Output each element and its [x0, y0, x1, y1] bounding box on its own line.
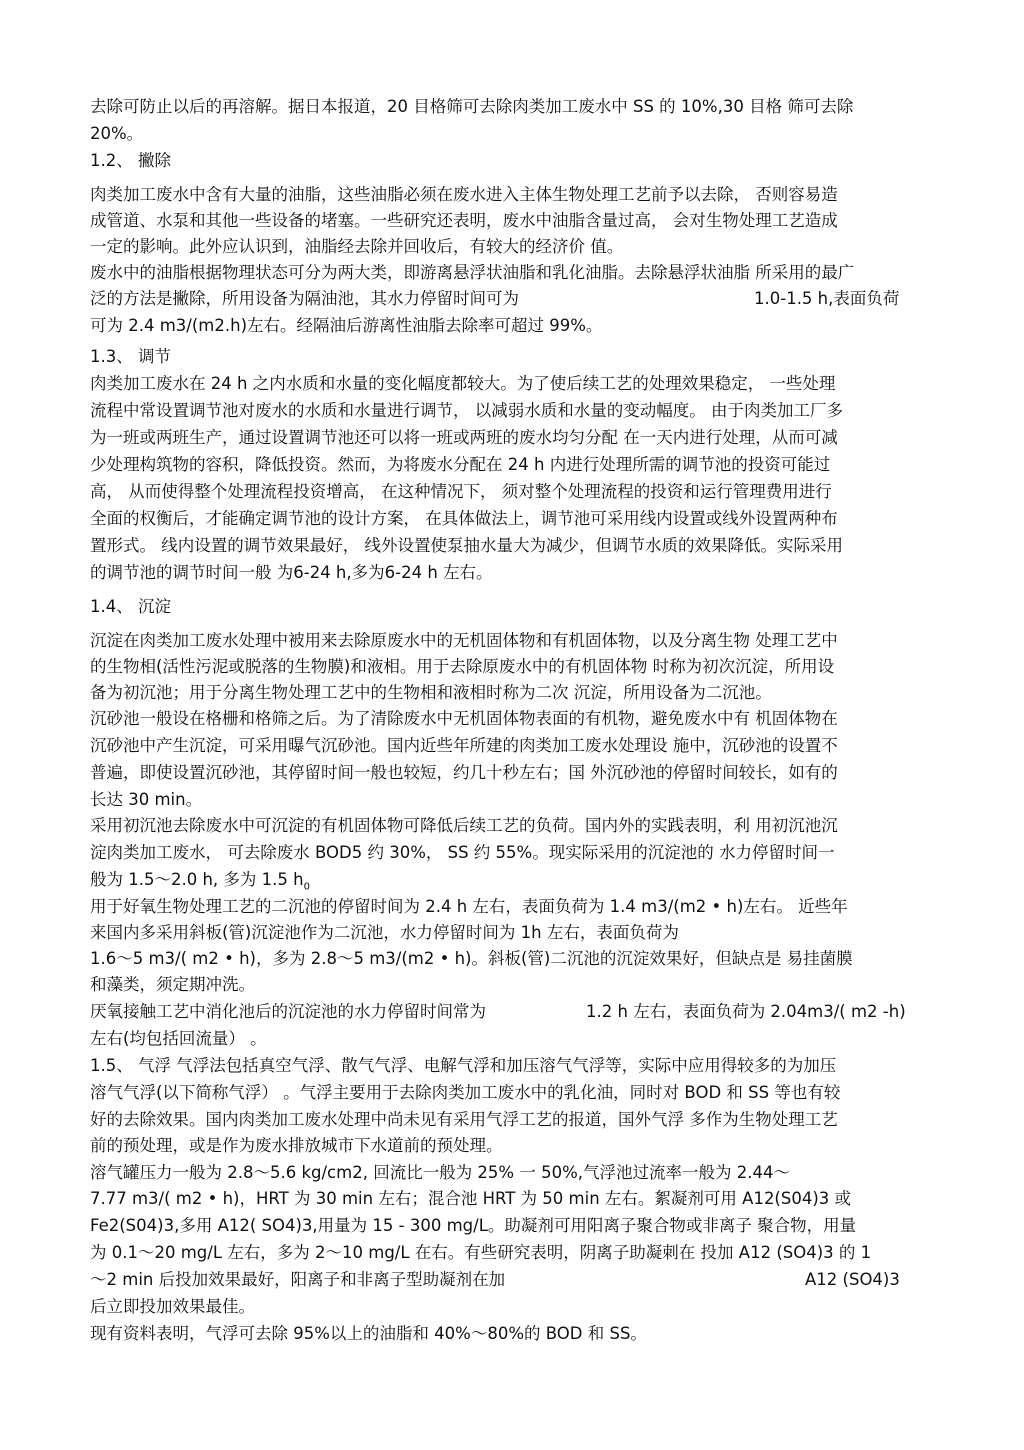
text-fragment: 般为 1.5～2.0 h, 多为 1.5 h	[90, 870, 304, 889]
text-line: 1.5、 气浮 气浮法包括真空气浮、散气气浮、电解气浮和加压溶气气浮等，实际中应用得较多的为加压	[90, 1056, 837, 1075]
text-line: 的生物相(活性污泥或脱落的生物膜)和液相。用于去除原废水中的有机固体物 时称为初次沉淀，所用设	[90, 657, 835, 676]
text-line: 肉类加工废水中含有大量的油脂，这些油脂必须在废水进入主体生物处理工艺前予以去除， 否则容易造	[90, 185, 838, 204]
text-line: 肉类加工废水在 24 h 之内水质和水量的变化幅度都较大。为了使后续工艺的处理效果稳定， 一些处理	[90, 374, 836, 393]
text-fragment: 泛的方法是撇除，所用设备为隔油池，其水力停留时间可为	[90, 289, 519, 308]
text-fragment: 1.0-1.5 h,表面负荷	[754, 289, 900, 308]
text-line: 高， 从而使得整个处理流程投资增高， 在这种情况下， 须对整个处理流程的投资和运行管理费用进行	[90, 482, 832, 501]
text-line: 备为初沉池；用于分离生物处理工艺中的生物相和液相时称为二次 沉淀，所用设备为二沉池。	[90, 683, 772, 702]
text-line: 沉淀在肉类加工废水处理中被用来去除原废水中的无机固体物和有机固体物，以及分离生物 处理工艺中	[90, 631, 838, 650]
text-line: 1.6～5 m3/( m2 • h)，多为 2.8～5 m3/(m2 • h)。斜板(管)二沉池的沉淀效果好，但缺点是 易挂菌膜	[90, 949, 853, 968]
text-line: 淀肉类加工废水， 可去除废水 BOD5 约 30%， SS 约 55%。现实际采用的沉淀池的 水力停留时间一	[90, 843, 835, 862]
text-fragment: 1.2 h 左右，表面负荷为 2.04m3/( m2 -h)	[586, 1002, 906, 1021]
text-fragment: 厌氧接触工艺中消化池后的沉淀池的水力停留时间常为	[90, 1002, 486, 1021]
section-heading: 1.3、 调节	[90, 347, 171, 366]
text-line: 一定的影响。此外应认识到，油脂经去除并回收后，有较大的经济价 值。	[90, 237, 624, 256]
text-line: 全面的权衡后，才能确定调节池的设计方案， 在具体做法上，调节池可采用线内设置或线外设置两种布	[90, 509, 838, 528]
text-line: 置形式。 线内设置的调节效果最好， 线外设置使泵抽水量大为减少，但调节水质的效果降低。实际采用	[90, 536, 843, 555]
text-line	[90, 288, 940, 310]
text-line: 溶气气浮(以下简称气浮） 。气浮主要用于去除肉类加工废水中的乳化油，同时对 BOD 和 SS 等也有较	[90, 1083, 841, 1102]
subscript: 0	[303, 881, 310, 891]
text-line: 流程中常设置调节池对废水的水质和水量进行调节， 以减弱水质和水量的变动幅度。 由于肉类加工厂多	[90, 401, 843, 420]
text-line: 和藻类，须定期冲洗。	[90, 975, 255, 994]
text-line: 少处理构筑物的容积，降低投资。然而，为将废水分配在 24 h 内进行处理所需的调节池的投资可能过	[90, 455, 831, 474]
text-fragment: A12 (SO4)3	[805, 1270, 900, 1289]
text-line: Fe2(S04)3,多用 A12( SO4)3,用量为 15 - 300 mg/L。助凝剂可用阳离子聚合物或非离子 聚合物，用量	[90, 1216, 857, 1235]
text-line	[90, 1269, 940, 1291]
text-line: 前的预处理，或是作为废水排放城市下水道前的预处理。	[90, 1136, 503, 1155]
text-line: 好的去除效果。国内肉类加工废水处理中尚未见有采用气浮工艺的报道，国外气浮 多作为生物处理工艺	[90, 1110, 838, 1129]
text-line: 7.77 m3/( m2 • h)，HRT 为 30 min 左右；混合池 HRT 为 50 min 左右。絮凝剂可用 A12(S04)3 或	[90, 1189, 852, 1208]
text-line: 沉砂池中产生沉淀，可采用曝气沉砂池。国内近些年所建的肉类加工废水处理设 施中，沉砂池的设置不	[90, 736, 838, 755]
text-fragment: ～2 min 后投加效果最好，阳离子和非离子型助凝剂在加	[90, 1270, 506, 1289]
text-line: 用于好氧生物处理工艺的二沉池的停留时间为 2.4 h 左右，表面负荷为 1.4 m3/(m2 • h)左右。 近些年	[90, 897, 848, 916]
text-line: 20%。	[90, 124, 144, 143]
text-line: 溶气罐压力一般为 2.8～5.6 kg/cm2, 回流比一般为 25% 一 50%,气浮池过流率一般为 2.44～	[90, 1163, 791, 1182]
text-line: 废水中的油脂根据物理状态可分为两大类，即游离悬浮状油脂和乳化油脂。去除悬浮状油脂 所采用的最广	[90, 263, 855, 282]
text-line: 沉砂池一般设在格栅和格筛之后。为了清除废水中无机固体物表面的有机物，避免废水中有 机固体物在	[90, 709, 838, 728]
text-line: 左右(均包括回流量） 。	[90, 1029, 267, 1048]
section-heading: 1.2、 撇除	[90, 151, 171, 170]
text-line: 后立即投加效果最佳。	[90, 1297, 255, 1316]
text-line: 成管道、水泵和其他一些设备的堵塞。一些研究还表明，废水中油脂含量过高， 会对生物处理工艺造成	[90, 211, 838, 230]
text-line: 去除可防止以后的再溶解。据日本报道，20 目格筛可去除肉类加工废水中 SS 的 10%,30 目格 筛可去除	[90, 97, 854, 116]
text-line: 的调节池的调节时间一般 为6-24 h,多为6-24 h 左右。	[90, 563, 493, 582]
text-line: 来国内多采用斜板(管)沉淀池作为二沉池，水力停留时间为 1h 左右，表面负荷为	[90, 923, 679, 942]
section-heading: 1.4、 沉淀	[90, 597, 171, 616]
text-line: 可为 2.4 m3/(m2.h)左右。经隔油后游离性油脂去除率可超过 99%。	[90, 316, 603, 335]
text-line	[90, 869, 940, 891]
text-line: 长达 30 min。	[90, 790, 203, 809]
text-line: 现有资料表明，气浮可去除 95%以上的油脂和 40%～80%的 BOD 和 SS。	[90, 1324, 647, 1343]
text-line: 为 0.1～20 mg/L 左右，多为 2～10 mg/L 在右。有些研究表明，阴离子助凝刺在 投加 A12 (SO4)3 的 1	[90, 1243, 872, 1262]
text-line: 普遍，即使设置沉砂池，其停留时间一般也较短，约几十秒左右；国 外沉砂池的停留时间较长，如有的	[90, 763, 838, 782]
text-line	[90, 1001, 940, 1023]
text-line: 采用初沉池去除废水中可沉淀的有机固体物可降低后续工艺的负荷。国内外的实践表明，利 用初沉池沉	[90, 816, 838, 835]
text-line: 为一班或两班生产，通过设置调节池还可以将一班或两班的废水均匀分配 在一天内进行处理，从而可减	[90, 428, 838, 447]
